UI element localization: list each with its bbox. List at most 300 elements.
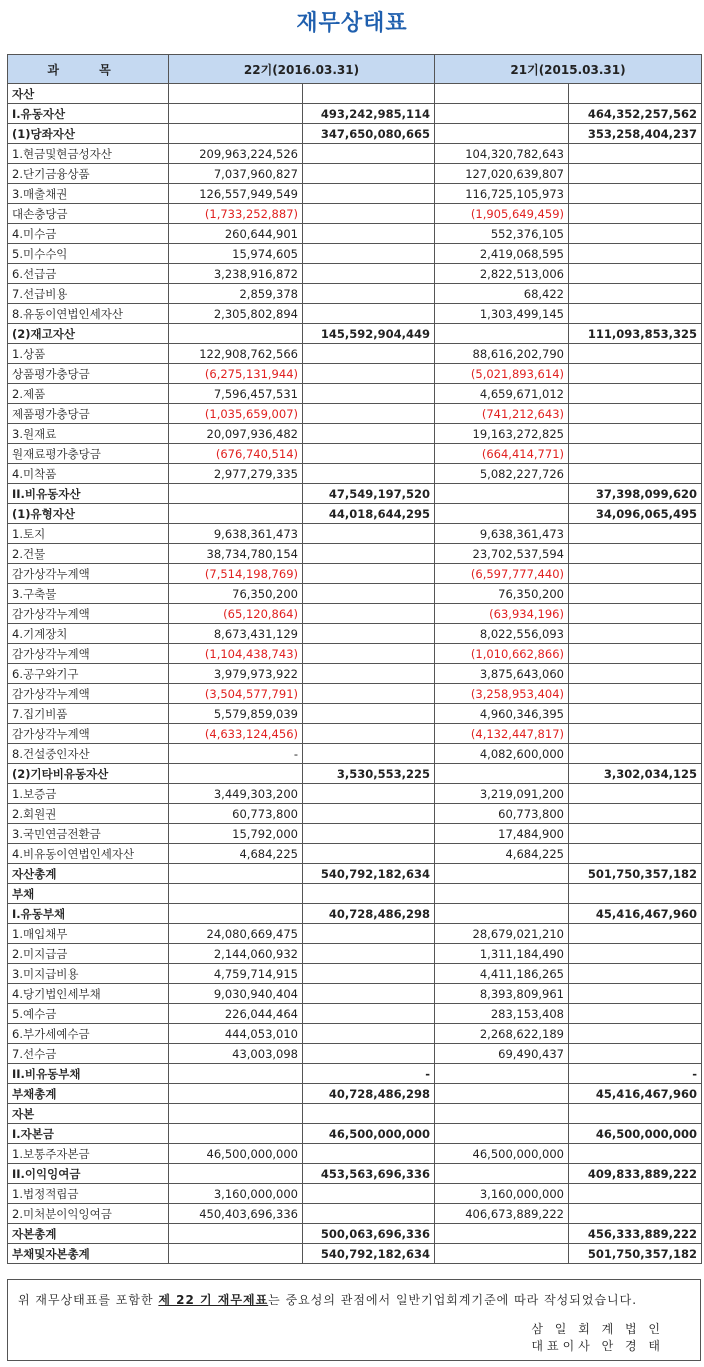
prior-subtotal-amount: [569, 1024, 702, 1044]
prior-subtotal-amount: [569, 704, 702, 724]
current-subtotal-amount: [303, 224, 435, 244]
current-detail-amount: 9,030,940,404: [169, 984, 303, 1004]
current-subtotal-amount: [303, 744, 435, 764]
current-subtotal-amount: 44,018,644,295: [303, 504, 435, 524]
prior-subtotal-amount: 464,352,257,562: [569, 104, 702, 124]
prior-subtotal-amount: 46,500,000,000: [569, 1124, 702, 1144]
prior-subtotal-amount: [569, 804, 702, 824]
current-subtotal-amount: [303, 444, 435, 464]
prior-subtotal-amount: -: [569, 1064, 702, 1084]
table-row: [8, 1144, 702, 1164]
prior-detail-amount: 88,616,202,790: [435, 344, 569, 364]
table-row: [8, 284, 702, 304]
prior-detail-amount: (1,010,662,866): [435, 644, 569, 664]
row-label: 4.당기법인세부채: [8, 984, 169, 1004]
row-label: 1.토지: [8, 524, 169, 544]
prior-detail-amount: 60,773,800: [435, 804, 569, 824]
current-subtotal-amount: [303, 1004, 435, 1024]
prior-subtotal-amount: [569, 564, 702, 584]
current-detail-amount: [169, 84, 303, 104]
row-label: 2.미지급금: [8, 944, 169, 964]
table-row: [8, 444, 702, 464]
prior-detail-amount: [435, 864, 569, 884]
row-label: II.비유동자산: [8, 484, 169, 504]
row-label: 자본총계: [8, 1224, 169, 1244]
table-row: [8, 1164, 702, 1184]
prior-detail-amount: 8,022,556,093: [435, 624, 569, 644]
current-subtotal-amount: [303, 544, 435, 564]
prior-detail-amount: 406,673,889,222: [435, 1204, 569, 1224]
prior-detail-amount: [435, 124, 569, 144]
prior-detail-amount: 4,684,225: [435, 844, 569, 864]
prior-subtotal-amount: [569, 784, 702, 804]
current-detail-amount: [169, 1064, 303, 1084]
current-detail-amount: (6,275,131,944): [169, 364, 303, 384]
prior-subtotal-amount: 3,302,034,125: [569, 764, 702, 784]
current-detail-amount: [169, 484, 303, 504]
current-detail-amount: [169, 764, 303, 784]
table-row: [8, 364, 702, 384]
current-detail-amount: 126,557,949,549: [169, 184, 303, 204]
current-detail-amount: -: [169, 744, 303, 764]
table-row: [8, 544, 702, 564]
prior-detail-amount: 4,082,600,000: [435, 744, 569, 764]
row-label: 자본: [8, 1104, 169, 1124]
current-detail-amount: 46,500,000,000: [169, 1144, 303, 1164]
table-row: [8, 164, 702, 184]
note-statement: [18, 1291, 637, 1308]
current-detail-amount: 2,977,279,335: [169, 464, 303, 484]
row-label: 자산총계: [8, 864, 169, 884]
prior-detail-amount: [435, 1244, 569, 1264]
table-row: [8, 684, 702, 704]
prior-detail-amount: (741,212,643): [435, 404, 569, 424]
prior-detail-amount: 3,160,000,000: [435, 1184, 569, 1204]
prior-detail-amount: 3,875,643,060: [435, 664, 569, 684]
current-subtotal-amount: 540,792,182,634: [303, 1244, 435, 1264]
table-header-row: [8, 55, 702, 84]
current-subtotal-amount: [303, 144, 435, 164]
table-row: [8, 764, 702, 784]
table-row: [8, 324, 702, 344]
table-row: [8, 1204, 702, 1224]
current-subtotal-amount: 145,592,904,449: [303, 324, 435, 344]
row-label: 자산: [8, 84, 169, 104]
prior-detail-amount: (3,258,953,404): [435, 684, 569, 704]
prior-subtotal-amount: [569, 344, 702, 364]
table-row: [8, 464, 702, 484]
prior-subtotal-amount: [569, 1104, 702, 1124]
current-subtotal-amount: [303, 804, 435, 824]
prior-detail-amount: [435, 484, 569, 504]
prior-detail-amount: [435, 1224, 569, 1244]
prior-subtotal-amount: 353,258,404,237: [569, 124, 702, 144]
table-row: [8, 244, 702, 264]
current-detail-amount: 7,596,457,531: [169, 384, 303, 404]
current-detail-amount: [169, 324, 303, 344]
prior-subtotal-amount: [569, 844, 702, 864]
prior-subtotal-amount: [569, 584, 702, 604]
current-detail-amount: [169, 884, 303, 904]
current-subtotal-amount: [303, 644, 435, 664]
current-subtotal-amount: [303, 264, 435, 284]
prior-subtotal-amount: [569, 444, 702, 464]
current-subtotal-amount: [303, 1044, 435, 1064]
prior-subtotal-amount: [569, 624, 702, 644]
current-subtotal-amount: 540,792,182,634: [303, 864, 435, 884]
prior-detail-amount: [435, 84, 569, 104]
current-subtotal-amount: 40,728,486,298: [303, 904, 435, 924]
prior-detail-amount: 3,219,091,200: [435, 784, 569, 804]
current-subtotal-amount: [303, 584, 435, 604]
current-subtotal-amount: [303, 624, 435, 644]
prior-detail-amount: (1,905,649,459): [435, 204, 569, 224]
prior-subtotal-amount: [569, 1204, 702, 1224]
current-detail-amount: [169, 1244, 303, 1264]
prior-detail-amount: 2,419,068,595: [435, 244, 569, 264]
table-row: [8, 744, 702, 764]
row-label: (2)기타비유동자산: [8, 764, 169, 784]
table-row: [8, 144, 702, 164]
prior-detail-amount: 9,638,361,473: [435, 524, 569, 544]
row-label: 8.건설중인자산: [8, 744, 169, 764]
prior-detail-amount: 2,268,622,189: [435, 1024, 569, 1044]
current-subtotal-amount: 493,242,985,114: [303, 104, 435, 124]
table-row: [8, 1084, 702, 1104]
prior-subtotal-amount: [569, 464, 702, 484]
prior-detail-amount: 1,311,184,490: [435, 944, 569, 964]
row-label: 부채총계: [8, 1084, 169, 1104]
prior-subtotal-amount: [569, 284, 702, 304]
current-detail-amount: 60,773,800: [169, 804, 303, 824]
row-label: 1.상품: [8, 344, 169, 364]
row-label: 3.미지급비용: [8, 964, 169, 984]
current-detail-amount: 3,449,303,200: [169, 784, 303, 804]
prior-subtotal-amount: [569, 144, 702, 164]
row-label: 원재료평가충당금: [8, 444, 169, 464]
row-label: 7.선급비용: [8, 284, 169, 304]
current-detail-amount: 9,638,361,473: [169, 524, 303, 544]
row-label: I.유동자산: [8, 104, 169, 124]
prior-subtotal-amount: 501,750,357,182: [569, 1244, 702, 1264]
prior-subtotal-amount: [569, 264, 702, 284]
table-row: [8, 884, 702, 904]
prior-subtotal-amount: [569, 184, 702, 204]
prior-detail-amount: [435, 324, 569, 344]
prior-subtotal-amount: [569, 1004, 702, 1024]
current-detail-amount: 43,003,098: [169, 1044, 303, 1064]
current-subtotal-amount: [303, 304, 435, 324]
prior-subtotal-amount: 409,833,889,222: [569, 1164, 702, 1184]
current-detail-amount: (4,633,124,456): [169, 724, 303, 744]
signature-company: 삼 일 회 계 법 인: [531, 1322, 664, 1336]
current-detail-amount: 122,908,762,566: [169, 344, 303, 364]
page-title: 재무상태표: [296, 11, 408, 36]
table-row: [8, 184, 702, 204]
row-label: 감가상각누계액: [8, 564, 169, 584]
current-detail-amount: 20,097,936,482: [169, 424, 303, 444]
prior-detail-amount: [435, 904, 569, 924]
current-detail-amount: 209,963,224,526: [169, 144, 303, 164]
row-label: 1.보증금: [8, 784, 169, 804]
current-detail-amount: (65,120,864): [169, 604, 303, 624]
current-subtotal-amount: [303, 784, 435, 804]
row-label: 3.원재료: [8, 424, 169, 444]
current-subtotal-amount: [303, 184, 435, 204]
current-subtotal-amount: [303, 564, 435, 584]
current-detail-amount: 260,644,901: [169, 224, 303, 244]
table-row: [8, 104, 702, 124]
table-row: [8, 604, 702, 624]
prior-detail-amount: [435, 1124, 569, 1144]
prior-detail-amount: 552,376,105: [435, 224, 569, 244]
prior-subtotal-amount: 45,416,467,960: [569, 904, 702, 924]
current-subtotal-amount: [303, 164, 435, 184]
row-label: 4.비유동이연법인세자산: [8, 844, 169, 864]
prior-subtotal-amount: [569, 664, 702, 684]
prior-detail-amount: 23,702,537,594: [435, 544, 569, 564]
row-label: 5.예수금: [8, 1004, 169, 1024]
prior-detail-amount: (63,934,196): [435, 604, 569, 624]
current-subtotal-amount: [303, 84, 435, 104]
prior-detail-amount: (6,597,777,440): [435, 564, 569, 584]
table-row: [8, 1124, 702, 1144]
current-subtotal-amount: [303, 844, 435, 864]
current-subtotal-amount: [303, 404, 435, 424]
current-detail-amount: [169, 504, 303, 524]
current-detail-amount: [169, 1124, 303, 1144]
prior-detail-amount: 69,490,437: [435, 1044, 569, 1064]
prior-subtotal-amount: [569, 1184, 702, 1204]
prior-detail-amount: [435, 1064, 569, 1084]
row-label: 3.매출채권: [8, 184, 169, 204]
prior-detail-amount: 2,822,513,006: [435, 264, 569, 284]
current-subtotal-amount: [303, 1104, 435, 1124]
current-detail-amount: 8,673,431,129: [169, 624, 303, 644]
balance-sheet-table: [7, 54, 702, 1264]
current-subtotal-amount: [303, 284, 435, 304]
current-subtotal-amount: -: [303, 1064, 435, 1084]
prior-subtotal-amount: [569, 684, 702, 704]
current-subtotal-amount: 40,728,486,298: [303, 1084, 435, 1104]
prior-subtotal-amount: [569, 304, 702, 324]
table-row: [8, 784, 702, 804]
current-subtotal-amount: [303, 344, 435, 364]
row-label: 1.보통주자본금: [8, 1144, 169, 1164]
current-detail-amount: 76,350,200: [169, 584, 303, 604]
prior-subtotal-amount: [569, 524, 702, 544]
current-detail-amount: (1,035,659,007): [169, 404, 303, 424]
prior-detail-amount: [435, 504, 569, 524]
prior-subtotal-amount: [569, 404, 702, 424]
current-detail-amount: 38,734,780,154: [169, 544, 303, 564]
prior-detail-amount: 76,350,200: [435, 584, 569, 604]
row-label: 2.건물: [8, 544, 169, 564]
header-account: 과 목: [8, 55, 169, 84]
prior-detail-amount: 17,484,900: [435, 824, 569, 844]
row-label: 감가상각누계액: [8, 644, 169, 664]
prior-subtotal-amount: 45,416,467,960: [569, 1084, 702, 1104]
current-subtotal-amount: 347,650,080,665: [303, 124, 435, 144]
prior-subtotal-amount: [569, 384, 702, 404]
table-row: [8, 1244, 702, 1264]
prior-subtotal-amount: [569, 724, 702, 744]
row-label: II.비유동부채: [8, 1064, 169, 1084]
row-label: 감가상각누계액: [8, 604, 169, 624]
current-detail-amount: (1,104,438,743): [169, 644, 303, 664]
current-detail-amount: (676,740,514): [169, 444, 303, 464]
table-row: [8, 964, 702, 984]
table-row: [8, 904, 702, 924]
current-subtotal-amount: [303, 984, 435, 1004]
note-suffix: 는 중요성의 관점에서 일반기업회계기준에 따라 작성되었습니다.: [268, 1293, 638, 1307]
prior-subtotal-amount: [569, 204, 702, 224]
row-label: 6.선급금: [8, 264, 169, 284]
current-subtotal-amount: [303, 364, 435, 384]
row-label: 4.미수금: [8, 224, 169, 244]
table-row: [8, 504, 702, 524]
current-detail-amount: [169, 1104, 303, 1124]
current-subtotal-amount: [303, 1184, 435, 1204]
table-row: [8, 1044, 702, 1064]
current-subtotal-amount: 46,500,000,000: [303, 1124, 435, 1144]
prior-subtotal-amount: [569, 604, 702, 624]
prior-subtotal-amount: 34,096,065,495: [569, 504, 702, 524]
current-detail-amount: 15,792,000: [169, 824, 303, 844]
current-detail-amount: (1,733,252,887): [169, 204, 303, 224]
current-detail-amount: 2,859,378: [169, 284, 303, 304]
prior-detail-amount: (4,132,447,817): [435, 724, 569, 744]
current-subtotal-amount: [303, 1204, 435, 1224]
current-subtotal-amount: [303, 944, 435, 964]
table-row: [8, 84, 702, 104]
prior-subtotal-amount: [569, 1144, 702, 1164]
current-detail-amount: [169, 124, 303, 144]
current-subtotal-amount: [303, 424, 435, 444]
current-detail-amount: [169, 1084, 303, 1104]
auditor-note: [7, 1279, 701, 1361]
current-detail-amount: [169, 104, 303, 124]
current-detail-amount: 3,979,973,922: [169, 664, 303, 684]
current-subtotal-amount: 47,549,197,520: [303, 484, 435, 504]
row-label: 4.미착품: [8, 464, 169, 484]
table-row: [8, 524, 702, 544]
current-detail-amount: [169, 1224, 303, 1244]
header-current-period: 22기(2016.03.31): [169, 55, 435, 84]
note-prefix: 위 재무상태표를 포함한: [18, 1293, 159, 1307]
table-row: [8, 1024, 702, 1044]
prior-detail-amount: [435, 1104, 569, 1124]
row-label: 부채및자본총계: [8, 1244, 169, 1264]
table-row: [8, 664, 702, 684]
prior-subtotal-amount: [569, 244, 702, 264]
table-row: [8, 924, 702, 944]
row-label: 8.유동이연법인세자산: [8, 304, 169, 324]
table-row: [8, 844, 702, 864]
current-subtotal-amount: [303, 604, 435, 624]
current-detail-amount: 15,974,605: [169, 244, 303, 264]
current-subtotal-amount: [303, 204, 435, 224]
row-label: 상품평가충당금: [8, 364, 169, 384]
prior-subtotal-amount: [569, 944, 702, 964]
table-row: [8, 724, 702, 744]
row-label: 부채: [8, 884, 169, 904]
row-label: I.유동부채: [8, 904, 169, 924]
row-label: 2.제품: [8, 384, 169, 404]
row-label: 3.구축물: [8, 584, 169, 604]
row-label: 5.미수수익: [8, 244, 169, 264]
current-detail-amount: 3,160,000,000: [169, 1184, 303, 1204]
current-subtotal-amount: [303, 924, 435, 944]
table-row: [8, 944, 702, 964]
prior-subtotal-amount: [569, 924, 702, 944]
current-subtotal-amount: [303, 724, 435, 744]
table-row: [8, 1224, 702, 1244]
row-label: 2.미처분이익잉여금: [8, 1204, 169, 1224]
row-label: 2.단기금융상품: [8, 164, 169, 184]
row-label: 3.국민연금전환금: [8, 824, 169, 844]
table-row: [8, 644, 702, 664]
signature-ceo: 대표이사 안 경 태: [531, 1339, 664, 1353]
prior-detail-amount: [435, 104, 569, 124]
prior-detail-amount: 104,320,782,643: [435, 144, 569, 164]
prior-detail-amount: [435, 1164, 569, 1184]
prior-detail-amount: 127,020,639,807: [435, 164, 569, 184]
current-detail-amount: 24,080,669,475: [169, 924, 303, 944]
header-prior-period: 21기(2015.03.31): [435, 55, 702, 84]
current-detail-amount: 444,053,010: [169, 1024, 303, 1044]
current-subtotal-amount: 3,530,553,225: [303, 764, 435, 784]
prior-detail-amount: 46,500,000,000: [435, 1144, 569, 1164]
prior-detail-amount: 68,422: [435, 284, 569, 304]
table-row: [8, 624, 702, 644]
prior-detail-amount: 116,725,105,973: [435, 184, 569, 204]
table-row: [8, 1064, 702, 1084]
row-label: 2.회원권: [8, 804, 169, 824]
prior-detail-amount: 28,679,021,210: [435, 924, 569, 944]
table-row: [8, 564, 702, 584]
prior-detail-amount: 283,153,408: [435, 1004, 569, 1024]
current-subtotal-amount: [303, 524, 435, 544]
row-label: II.이익잉여금: [8, 1164, 169, 1184]
current-subtotal-amount: [303, 464, 435, 484]
prior-subtotal-amount: [569, 164, 702, 184]
current-subtotal-amount: [303, 1024, 435, 1044]
prior-subtotal-amount: [569, 1044, 702, 1064]
prior-detail-amount: (664,414,771): [435, 444, 569, 464]
table-row: [8, 344, 702, 364]
table-row: [8, 584, 702, 604]
row-label: 1.현금및현금성자산: [8, 144, 169, 164]
row-label: 대손충당금: [8, 204, 169, 224]
row-label: 6.부가세예수금: [8, 1024, 169, 1044]
current-subtotal-amount: 453,563,696,336: [303, 1164, 435, 1184]
row-label: 감가상각누계액: [8, 684, 169, 704]
row-label: (2)재고자산: [8, 324, 169, 344]
prior-detail-amount: 1,303,499,145: [435, 304, 569, 324]
current-subtotal-amount: [303, 964, 435, 984]
prior-detail-amount: 4,411,186,265: [435, 964, 569, 984]
prior-subtotal-amount: [569, 964, 702, 984]
row-label: (1)당좌자산: [8, 124, 169, 144]
current-detail-amount: 2,144,060,932: [169, 944, 303, 964]
current-detail-amount: 3,238,916,872: [169, 264, 303, 284]
current-detail-amount: [169, 904, 303, 924]
current-subtotal-amount: [303, 1144, 435, 1164]
prior-subtotal-amount: [569, 744, 702, 764]
table-row: [8, 404, 702, 424]
prior-detail-amount: 8,393,809,961: [435, 984, 569, 1004]
